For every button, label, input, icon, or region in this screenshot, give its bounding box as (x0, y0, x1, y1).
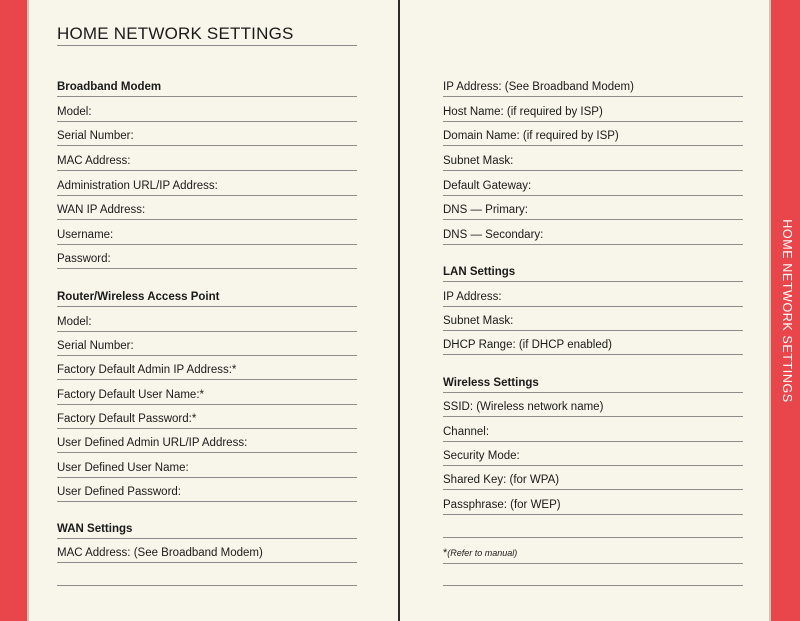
section-broadband-modem: Broadband Modem (57, 80, 357, 97)
field-router-user-name[interactable]: User Defined User Name: (57, 461, 357, 478)
field-ssid[interactable]: SSID: (Wireless network name) (443, 400, 743, 417)
field-router-model[interactable]: Model: (57, 315, 357, 332)
field-modem-serial-number[interactable]: Serial Number: (57, 129, 357, 146)
blank-line[interactable] (443, 585, 743, 586)
field-dns-secondary[interactable]: DNS — Secondary: (443, 228, 743, 245)
field-router-user-password[interactable]: User Defined Password: (57, 485, 357, 502)
section-wireless-settings: Wireless Settings (443, 376, 743, 393)
section-lan-settings: LAN Settings (443, 265, 743, 282)
field-router-factory-password[interactable]: Factory Default Password:* (57, 412, 357, 429)
left-page-edge (27, 0, 29, 621)
field-wan-subnet-mask[interactable]: Subnet Mask: (443, 154, 743, 171)
field-security-mode[interactable]: Security Mode: (443, 449, 743, 466)
field-modem-wan-ip[interactable]: WAN IP Address: (57, 203, 357, 220)
field-wan-ip-address[interactable]: IP Address: (See Broadband Modem) (443, 80, 743, 97)
field-modem-mac-address[interactable]: MAC Address: (57, 154, 357, 171)
footnote-asterisk: * (443, 547, 448, 559)
field-router-factory-admin-ip[interactable]: Factory Default Admin IP Address:* (57, 363, 357, 380)
field-lan-subnet-mask[interactable]: Subnet Mask: (443, 314, 743, 331)
blank-line[interactable] (443, 537, 743, 538)
field-dns-primary[interactable]: DNS — Primary: (443, 203, 743, 220)
title-rule (57, 45, 357, 46)
field-channel[interactable]: Channel: (443, 425, 743, 442)
field-modem-model[interactable]: Model: (57, 105, 357, 122)
field-host-name[interactable]: Host Name: (if required by ISP) (443, 105, 743, 122)
section-wan-settings: WAN Settings (57, 522, 357, 539)
blank-line[interactable] (57, 585, 357, 586)
section-router: Router/Wireless Access Point (57, 290, 357, 307)
field-router-serial-number[interactable]: Serial Number: (57, 339, 357, 356)
field-router-factory-user-name[interactable]: Factory Default User Name:* (57, 388, 357, 405)
field-lan-ip-address[interactable]: IP Address: (443, 290, 743, 307)
field-modem-password[interactable]: Password: (57, 252, 357, 269)
field-dhcp-range[interactable]: DHCP Range: (if DHCP enabled) (443, 338, 743, 355)
field-default-gateway[interactable]: Default Gateway: (443, 179, 743, 196)
field-wan-mac-address[interactable]: MAC Address: (See Broadband Modem) (57, 546, 357, 563)
field-shared-key[interactable]: Shared Key: (for WPA) (443, 473, 743, 490)
field-passphrase[interactable]: Passphrase: (for WEP) (443, 498, 743, 515)
footnote-text: (Refer to manual) (447, 548, 518, 558)
field-router-user-admin-url[interactable]: User Defined Admin URL/IP Address: (57, 436, 357, 453)
field-modem-admin-url[interactable]: Administration URL/IP Address: (57, 179, 357, 196)
footnote (443, 546, 743, 564)
page-title: HOME NETWORK SETTINGS (57, 24, 294, 43)
side-tab-label: HOME NETWORK SETTINGS (780, 219, 794, 403)
field-domain-name[interactable]: Domain Name: (if required by ISP) (443, 129, 743, 146)
field-modem-username[interactable]: Username: (57, 228, 357, 245)
book-spine (398, 0, 400, 621)
